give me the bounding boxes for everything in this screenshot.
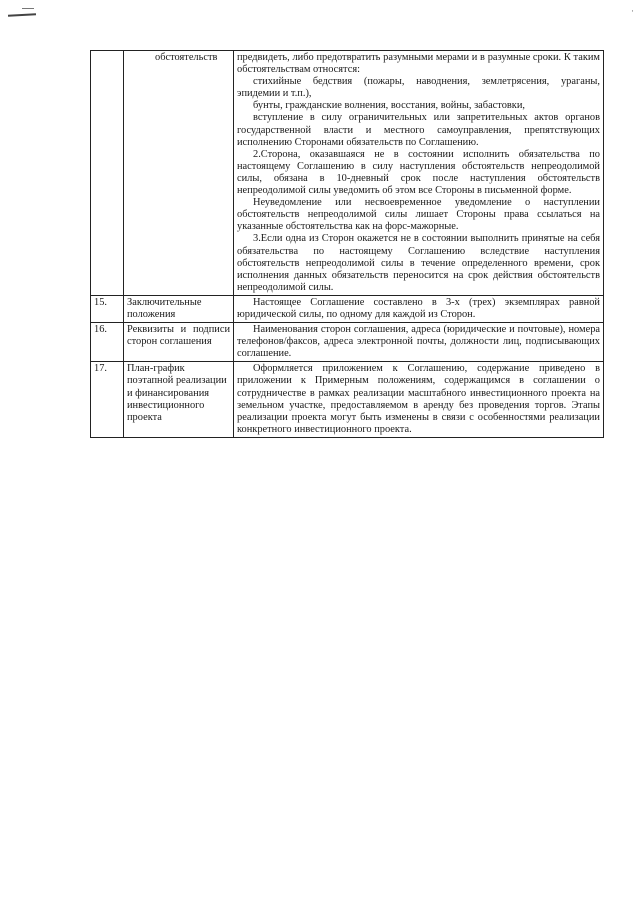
paragraph: предвидеть, либо предотвратить разумными мерами и в разумные сроки. К таким обстоятельствам относятся: [237,52,600,76]
paragraph: 3.Если одна из Сторон окажется не в состоянии выполнить принятые на себя обязательства по настоящему Соглашению вследствие наступления обстоятельств непреодолимой силы в течение определенного времени, срок исполнения данных обязательств переносится на срок действия обстоятельств непреодолимой силы. [237,233,600,293]
row-content [234,51,604,296]
row-title [124,295,234,322]
paragraph: Неуведомление или несвоевременное уведомление о наступлении обстоятельств непреодолимой силы лишает Стороны права ссылаться на указанные обстоятельства как на форс-мажорные. [237,197,600,233]
paragraph: стихийные бедствия (пожары, наводнения, землетрясения, ураганы, эпидемии и т.п.), [237,76,600,100]
row-content [234,323,604,362]
paragraph: Наименования сторон соглашения, адреса (юридические и почтовые), номера телефонов/факсов, адреса электронной почты, должности лиц, подписывающих соглашение. [237,324,600,360]
row-title [124,51,234,296]
row-title [124,323,234,362]
row-content [234,362,604,438]
table-row-force-majeure [91,51,604,296]
row-title-text: План-график поэтапной реализации и финансирования инвестиционного проекта [127,363,227,423]
row-title-text: Заключительные положения [127,296,202,320]
row-number: 15. [91,295,124,322]
row-number: 17. [91,362,124,438]
row-title-text: обстоятельств [155,52,218,63]
row-content [234,295,604,322]
table-row-final-provisions [91,295,604,322]
row-title [124,362,234,438]
scan-artifact-mark-small [22,8,34,9]
paragraph: 2.Сторона, оказавшаяся не в состоянии исполнить обязательства по настоящему Соглашению в силу наступления обстоятельств непреодолимой силы, обязана в 10-дневный срок после наступления обстоятельств непреодолимой силы уведомить об этом все Стороны в письменной форме. [237,148,600,197]
row-title-text: Реквизиты и подписи сторон соглашения [127,324,230,348]
paragraph: бунты, гражданские волнения, восстания, войны, забастовки, [253,100,526,112]
table-row-schedule [91,362,604,438]
paragraph: Настоящее Соглашение составлено в 3-х (трех) экземплярах равной юридической силы, по одному для каждой из Сторон. [237,296,600,320]
row-number: 16. [91,323,124,362]
paragraph: вступление в силу ограничительных или запретительных актов органов государственной власти и местного самоуправления, препятствующих исполнению Сторонами обязательств по Соглашению. [237,112,600,148]
paragraph: Оформляется приложением к Соглашению, содержание приведено в приложении к Примерным положениям, содержащимся в соглашении о сотрудничестве в рамках реализации масштабного инвестиционного проекта на земельном участке, предоставляемом в аренду без проведения торгов. Этапы реализации проекта могут быть изменены в связи с особенностями реализации конкретного инвестиционного проекта. [237,363,600,435]
table-row-requisites [91,323,604,362]
scan-artifact-mark [8,13,36,16]
row-number [91,51,124,296]
scan-artifact-dot: · [631,6,634,16]
document-table [90,50,604,438]
